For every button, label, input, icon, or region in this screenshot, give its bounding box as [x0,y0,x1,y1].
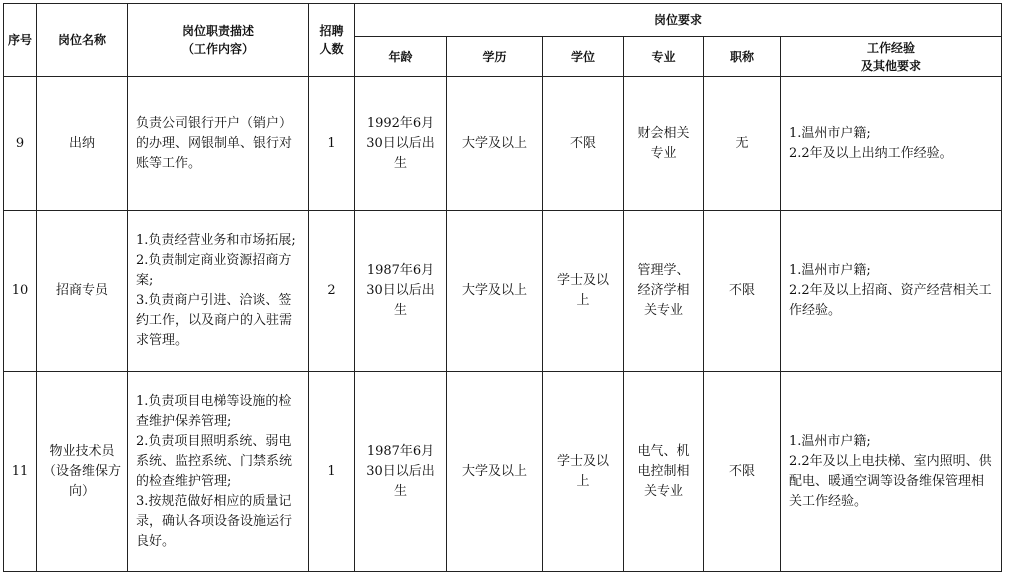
degree-requirement: 学士及以上 [543,211,624,372]
header-duties: 岗位职责描述 （工作内容） [128,4,309,77]
duty-description: 1.负责经营业务和市场拓展; 2.负责制定商业资源招商方案; 3.负责商户引进、洽谈、签约工作，以及商户的入驻需求管理。 [128,211,309,372]
hire-count: 1 [309,77,355,211]
age-requirement: 1987年6月30日以后出生 [355,372,447,572]
experience-requirement: 1.温州市户籍; 2.2年及以上出纳工作经验。 [781,77,1002,211]
header-index: 序号 [4,4,37,77]
position-name: 出纳 [37,77,128,211]
hire-count: 1 [309,372,355,572]
title-requirement: 不限 [704,211,781,372]
major-requirement: 管理学、经济学相关专业 [624,211,704,372]
title-requirement: 不限 [704,372,781,572]
major-requirement: 电气、机电控制相关专业 [624,372,704,572]
row-index: 11 [4,372,37,572]
table-row [4,372,1002,572]
header-position: 岗位名称 [37,4,128,77]
position-name: 物业技术员（设备维保方向） [37,372,128,572]
header-major: 专业 [624,37,704,77]
hire-count: 2 [309,211,355,372]
education-requirement: 大学及以上 [447,77,543,211]
table-row [4,77,1002,211]
header-age: 年龄 [355,37,447,77]
position-name: 招商专员 [37,211,128,372]
age-requirement: 1992年6月30日以后出生 [355,77,447,211]
header-education: 学历 [447,37,543,77]
header-experience: 工作经验 及其他要求 [781,37,1002,77]
table-row [4,211,1002,372]
header-degree: 学位 [543,37,624,77]
row-index: 9 [4,77,37,211]
major-requirement: 财会相关专业 [624,77,704,211]
duty-description: 1.负责项目电梯等设施的检查维护保养管理; 2.负责项目照明系统、弱电系统、监控系统、门禁系统的检查维护管理; 3.按规范做好相应的质量记录，确认各项设备设施运行良好。 [128,372,309,572]
education-requirement: 大学及以上 [447,211,543,372]
title-requirement: 无 [704,77,781,211]
duty-description: 负责公司银行开户（销户）的办理、网银制单、银行对账等工作。 [128,77,309,211]
age-requirement: 1987年6月30日以后出生 [355,211,447,372]
education-requirement: 大学及以上 [447,372,543,572]
degree-requirement: 不限 [543,77,624,211]
header-requirements: 岗位要求 [355,4,1002,37]
degree-requirement: 学士及以上 [543,372,624,572]
experience-requirement: 1.温州市户籍; 2.2年及以上招商、资产经营相关工作经验。 [781,211,1002,372]
row-index: 10 [4,211,37,372]
header-title: 职称 [704,37,781,77]
header-hire-count: 招聘人数 [309,4,355,77]
experience-requirement: 1.温州市户籍; 2.2年及以上电扶梯、室内照明、供配电、暖通空调等设备维保管理相关工作经验。 [781,372,1002,572]
job-table [3,3,1002,572]
